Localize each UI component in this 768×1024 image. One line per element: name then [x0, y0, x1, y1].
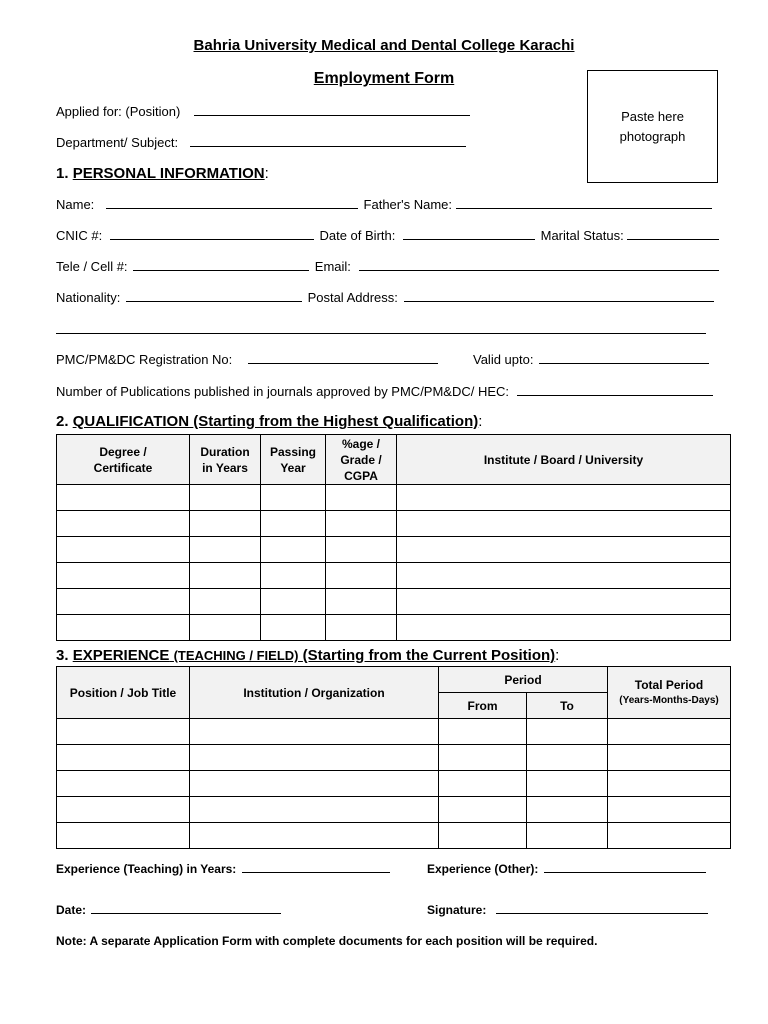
table-cell[interactable]	[397, 537, 731, 563]
table-cell[interactable]	[397, 511, 731, 537]
publications-row	[56, 384, 713, 399]
section-title: QUALIFICATION	[72, 413, 190, 430]
section-subtitle-small: (TEACHING / FIELD)	[173, 648, 299, 663]
col-duration-line1: Duration	[200, 444, 250, 459]
section-qualification-heading	[56, 413, 482, 430]
experience-teaching-label: Experience (Teaching) in Years:	[56, 862, 237, 876]
section-subtitle: (Starting from the Current Position)	[302, 647, 556, 664]
section-colon: :	[478, 413, 483, 430]
table-row	[57, 823, 731, 849]
table-cell[interactable]	[190, 771, 439, 797]
table-cell[interactable]	[190, 719, 439, 745]
pmc-reg-label: PMC/PM&DC Registration No:	[56, 352, 233, 367]
col-period: Period	[439, 667, 608, 693]
col-degree-line1: Degree /	[99, 444, 147, 459]
table-cell[interactable]	[190, 511, 261, 537]
table-cell[interactable]	[261, 485, 326, 511]
institution-title: Bahria University Medical and Dental College Karachi	[193, 37, 575, 54]
experience-table	[56, 666, 731, 849]
table-cell[interactable]	[608, 771, 731, 797]
postal-address-field[interactable]	[404, 290, 714, 302]
valid-upto-row	[473, 352, 709, 367]
col-duration-line2: in Years	[202, 460, 248, 475]
fathers-name-field[interactable]	[456, 197, 712, 209]
table-cell[interactable]	[527, 719, 608, 745]
table-cell[interactable]	[57, 823, 190, 849]
table-cell[interactable]	[57, 771, 190, 797]
experience-header-row-1	[57, 667, 731, 693]
table-cell[interactable]	[608, 797, 731, 823]
email-label: Email:	[314, 259, 351, 274]
table-cell[interactable]	[439, 719, 527, 745]
table-cell[interactable]	[57, 719, 190, 745]
table-cell[interactable]	[326, 615, 397, 641]
experience-other-field[interactable]	[544, 861, 706, 873]
photo-placeholder-line1: Paste here	[621, 108, 684, 124]
table-cell[interactable]	[608, 719, 731, 745]
table-cell[interactable]	[608, 745, 731, 771]
photo-placeholder-line2: photograph	[619, 128, 686, 144]
table-cell[interactable]	[527, 745, 608, 771]
date-field[interactable]	[91, 902, 281, 914]
qualification-table	[56, 434, 731, 641]
table-cell[interactable]	[190, 485, 261, 511]
col-passing-line2: Year	[280, 460, 306, 475]
table-cell[interactable]	[326, 511, 397, 537]
col-from: From	[439, 693, 527, 719]
table-cell[interactable]	[326, 485, 397, 511]
marital-label: Marital Status:	[540, 228, 624, 243]
table-cell[interactable]	[326, 589, 397, 615]
table-row	[57, 745, 731, 771]
table-cell[interactable]	[57, 537, 190, 563]
cnic-field[interactable]	[110, 228, 314, 240]
col-duration	[190, 435, 261, 485]
section-experience-heading	[56, 647, 559, 664]
col-total-label: Total Period	[634, 677, 704, 692]
department-label: Department/ Subject:	[56, 135, 179, 150]
table-row	[57, 615, 731, 641]
col-passing-year	[261, 435, 326, 485]
table-cell[interactable]	[261, 537, 326, 563]
experience-teaching-row	[56, 861, 390, 876]
section-title: EXPERIENCE	[72, 647, 170, 664]
table-row	[57, 537, 731, 563]
table-cell[interactable]	[190, 823, 439, 849]
table-cell[interactable]	[57, 797, 190, 823]
section-number: 3.	[56, 647, 69, 664]
table-cell[interactable]	[397, 589, 731, 615]
tele-label: Tele / Cell #:	[56, 259, 128, 274]
email-field[interactable]	[359, 259, 719, 271]
table-cell[interactable]	[326, 563, 397, 589]
col-grade-line3: CGPA	[344, 468, 378, 483]
signature-row	[427, 902, 708, 917]
table-cell[interactable]	[527, 771, 608, 797]
section-subtitle: (Starting from the Highest Qualification)	[193, 413, 479, 430]
col-degree-line2: Certificate	[93, 460, 153, 475]
col-position: Position / Job Title	[57, 667, 190, 719]
table-cell[interactable]	[190, 537, 261, 563]
table-cell[interactable]	[608, 823, 731, 849]
nationality-field[interactable]	[126, 290, 302, 302]
experience-teaching-field[interactable]	[242, 861, 390, 873]
section-title: PERSONAL INFORMATION	[72, 165, 265, 182]
date-label: Date:	[56, 903, 87, 917]
valid-upto-label: Valid upto:	[473, 352, 534, 367]
postal-address-label: Postal Address:	[307, 290, 398, 305]
postal-address-line2[interactable]	[56, 333, 706, 334]
col-grade-line2: Grade /	[340, 452, 382, 467]
form-title: Employment Form	[313, 70, 455, 87]
applied-for-field[interactable]	[194, 104, 470, 116]
signature-label: Signature:	[427, 903, 487, 917]
table-row	[57, 511, 731, 537]
table-cell[interactable]	[261, 589, 326, 615]
table-cell[interactable]	[261, 563, 326, 589]
table-cell[interactable]	[57, 485, 190, 511]
valid-upto-field[interactable]	[539, 352, 709, 364]
department-field[interactable]	[190, 135, 466, 147]
table-cell[interactable]	[439, 771, 527, 797]
department-row	[56, 135, 466, 150]
table-cell[interactable]	[397, 485, 731, 511]
col-to: To	[527, 693, 608, 719]
table-cell[interactable]	[190, 563, 261, 589]
experience-other-row	[427, 861, 706, 876]
table-cell[interactable]	[261, 511, 326, 537]
name-row	[56, 197, 712, 212]
table-cell[interactable]	[261, 615, 326, 641]
pmc-row	[56, 352, 438, 367]
table-cell[interactable]	[190, 589, 261, 615]
date-row	[56, 902, 281, 917]
qualification-header-row	[57, 435, 731, 485]
table-cell[interactable]	[190, 615, 261, 641]
dob-label: Date of Birth:	[319, 228, 396, 243]
table-row	[57, 771, 731, 797]
table-cell[interactable]	[439, 823, 527, 849]
nationality-label: Nationality:	[56, 290, 121, 305]
table-cell[interactable]	[397, 615, 731, 641]
applied-for-label: Applied for: (Position)	[56, 104, 181, 119]
table-cell[interactable]	[397, 563, 731, 589]
col-institute: Institute / Board / University	[397, 435, 731, 485]
table-cell[interactable]	[57, 745, 190, 771]
cnic-label: CNIC #:	[56, 228, 103, 243]
publications-field[interactable]	[517, 384, 713, 396]
table-row	[57, 797, 731, 823]
section-number: 1.	[56, 165, 69, 182]
table-cell[interactable]	[57, 511, 190, 537]
table-row	[57, 719, 731, 745]
table-row	[57, 485, 731, 511]
name-field[interactable]	[106, 197, 358, 209]
signature-field[interactable]	[496, 902, 708, 914]
col-total-sub: (Years-Months-Days)	[619, 694, 719, 706]
experience-other-label: Experience (Other):	[427, 862, 539, 876]
col-institution: Institution / Organization	[190, 667, 439, 719]
section-colon: :	[555, 647, 560, 664]
table-cell[interactable]	[190, 745, 439, 771]
table-cell[interactable]	[190, 797, 439, 823]
section-personal-heading	[56, 165, 269, 182]
marital-field[interactable]	[627, 228, 719, 240]
note-text: Note: A separate Application Form with complete documents for each position will be required.	[56, 934, 598, 948]
photo-box[interactable]	[587, 70, 718, 183]
pmc-reg-field[interactable]	[248, 352, 438, 364]
table-cell[interactable]	[57, 563, 190, 589]
col-degree	[57, 435, 190, 485]
tele-field[interactable]	[133, 259, 309, 271]
table-cell[interactable]	[527, 823, 608, 849]
col-grade	[326, 435, 397, 485]
section-colon: :	[264, 165, 269, 182]
table-cell[interactable]	[57, 615, 190, 641]
table-cell[interactable]	[439, 797, 527, 823]
table-cell[interactable]	[439, 745, 527, 771]
name-label: Name:	[56, 197, 95, 212]
table-row	[57, 589, 731, 615]
applied-for-row	[56, 104, 470, 119]
cnic-row	[56, 228, 719, 243]
publications-label: Number of Publications published in journals approved by PMC/PM&DC/ HEC:	[56, 384, 510, 399]
dob-field[interactable]	[403, 228, 535, 240]
section-number: 2.	[56, 413, 69, 430]
fathers-name-label: Father's Name:	[363, 197, 453, 212]
table-row	[57, 563, 731, 589]
col-grade-line1: %age /	[341, 436, 380, 451]
col-passing-line1: Passing	[269, 444, 317, 459]
table-cell[interactable]	[527, 797, 608, 823]
table-cell[interactable]	[326, 537, 397, 563]
nationality-row	[56, 290, 714, 305]
contact-row	[56, 259, 719, 274]
table-cell[interactable]	[57, 589, 190, 615]
col-total-period	[608, 667, 731, 719]
